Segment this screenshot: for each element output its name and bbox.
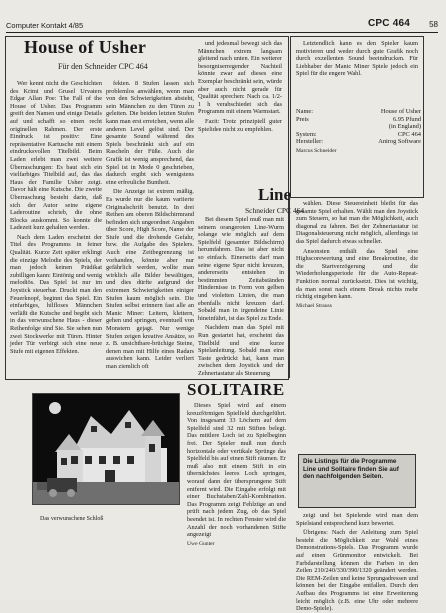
usher-paragraph: Nach dem Laden erscheint der Titel des Programms in feiner Qualität. Kurze Zeit später erklingt die einzige Melodie des Spiels, der man jedoch keinen Prädikat zubilligen kann: Eintönig und wenig melodiös. Das Spiel ist nur im Joystick steuerbar. Druckt man den Feuerknopf, beginnt das Spiel. Ein einfarbiges, hilfloses Männchen verläßt die Kutsche und begibt sich in das verwunschene Haus - dieser Reihenfolge sind Sie. Sie sehen nun zwei Stockwerke mit Türen. Hinter jeder Tür verbirgt sich eine neue Stufe mit eigenen Effekten. [10,233,102,355]
line-paragraph: wählen. Diese Steuereinheit bleibt für das gesamte Spiel erhalten. Wählt man den Joystick zum Steuern, so hat man die Möglichkeit, auch diagonal zu fahren. Bei der Zehnertastatur ist Diagonalsteuerung nicht möglich, allerdings ist das Spiel dadurch etwas schneller. [296,200,418,245]
solitaire-title: SOLITAIRE [187,380,285,399]
running-header [6,18,438,32]
listing-note-box [298,454,416,508]
usher-paragraph: Fazit: Trotz prinzipiell guter Spielidee nicht zu empfehlen. [198,117,282,133]
page-number: 58 [429,20,438,29]
header-rule [6,32,438,33]
usher-title: House of Usher [24,37,147,57]
line-author: Michael Strauss [296,302,332,309]
line-paragraph: Ansonsten enthält das Spiel eine Highscorewertung und eine Breakroutine, die die Startverzögerung und die Wiederholungsperiode für die Auto-Repeat-Funktion normal zurücksetzt. Dies ist wichtig, da man sonst nach einem Break nichts mehr richtig eingeben kann. [296,247,418,301]
spec-row: Hersteller: Anirog Software [296,138,421,146]
line-subtitle: Schneider CPC 464 [245,206,305,215]
screenshot-caption: Das verwunschene Schloß [40,516,104,522]
usher-spec-table [296,108,421,156]
solitaire-paragraph: Dieses Spiel wird auf einem kreuzförmigen Spielfeld durchgeführt. Von insgesamt 33 Löchern auf dem Spielfeld sind 32 mit Stiften belegt. Das mittlere Loch ist zu Spielbeginn frei. Der Spieler muß nun durch horizontale oder vertikale Sprünge das Spielfeld bis auf einen Stift räumen. Er muß also mit einem Stift in ein übernächstes leeres Loch springen, worauf dann der übersprungene Stift entfernt wird. Die Eingabe erfolgt mit einer Buchstaben/Zahl-Kombination. Das Programm zeigt Fehlzüge an und prüft nach jedem Zug, ob das Spiel beendet ist. In rechten Fenster wird die Anzahl der noch vorhandenen Stifte angezeigt [187,402,286,539]
usher-column-3 [198,40,282,175]
spec-row: System: CPC 464 [296,130,421,138]
solitaire-paragraph: zeigt und bei Spielende wird man dem Spielstand entsprechend kurz bewertet. [296,512,418,527]
spec-row: Name: House of Usher [296,108,421,115]
magazine-issue: Computer Kontakt 4/85 [6,21,84,30]
line-column-rule [289,196,290,378]
listing-note: Die Listings für die Programme Line und Solitaire finden Sie auf den nachfolgenden Seiten. [303,458,399,481]
haunted-house-image [33,394,179,504]
usher-paragraph: und jedesmal bewegt sich das Männchen extrem langsam gleitend nach unten. Ein weiterer besorgniserregender Nachteil könnte zwar auf dieses eine Exemplar beschränkt sein, würde aber auch nicht gerade für Qualität sprechen: Nach ca. 1/2-1 h verabschiedet sich das Programm mit einem Warmstart. [198,40,282,116]
usher-paragraph: Letztendlich kann es den Spieler kaum motivieren und weder durch gute Grafik noch durch exzellenten Sound beeindrucken. Für Liebhaber der Manic Miner Spiele jedoch ein Spiel für die engere Wahl. [296,40,418,78]
section-title: CPC 464 [368,18,410,29]
usher-paragraph: Wer kennt nicht die Geschichten des Krimi und Grusel Urvaters Edgar Allan Poe: The Fall of the House of Usher. Das Programm greift den Namen und einige Details auf und schafft so einen recht originellen Rahmen. Der erste Eindruck ist positiv: Eine repräsentative Kartusche mit einem eindrucksvollen Titelbild. Beim Laden erlebt man zwei weitere Überraschungen: Es baut sich ein vielfarbiges Titelbild auf, das das Haus der Familie Usher zeigt. Davor hält eine Kutsche. Die zweite Überraschung besteht darin, daß sich der Autor seine eigene Laderoutine schrieb, die ohne Blocks auskommt. So konnte die Ladezeit kurz gehalten werden. [10,80,102,232]
usher-subtitle: Für den Schneider CPC 464 [58,62,148,71]
spec-row: Preis 6.95 Pfund [296,115,421,123]
usher-screenshot [32,393,180,505]
solitaire-author: Uwe Gunter [187,540,215,547]
line-column-2 [296,200,418,446]
solitaire-column-2 [296,512,418,613]
usher-column-1 [10,80,102,376]
line-column-1 [198,216,284,378]
solitaire-column-1 [187,402,286,592]
spec-row: (in England) [388,123,421,131]
line-paragraph: Bei diesem Spiel muß man mit seinem orangeroten Line-Wurm solange wie möglich auf dem Spielfeld (gesamter Bildschirm) herumfahren. Das ist aber nicht so einfach. Einerseits darf man seine eigene Spur nicht kreuzen, andererseits entstehen in bestimmten Zeitabständen Hindernisse in Form von gelben und violetten Linien, die man ebenfalls nicht kreuzen darf. Sobald man in irgendeine Linie hineinfährt, ist das Spiel zu Ende. [198,216,284,322]
solitaire-paragraph: Übrigens: Nach der Anleitung zum Spiel besteht die Möglichkeit zur Wahl eines Demonstrations-Spiels. Das Programm wurde auf einen Grünmonitor entwickelt. Bei Farbdarstellung können die Farben in den Zeilen 210/240/330/390/1320 geändert werden. Die REM-Zeilen und keine Sprungadressen und können bei der Eingabe entfallen. Durch den Aufbau des Programms ist eine Erweiterung leicht möglich (z.B. eine Uhr oder mehrere Demo-Spiele). [296,529,418,613]
usher-column-2 [106,80,194,376]
line-paragraph: Nachdem man das Spiel mit Run gestartet hat, erscheint das Titelbild und eine kurze Spielanleitung. Sobald man eine Taste gedrückt hat, kann man zwischen dem Joystick und der Zehnertastatur als Steuerung [198,324,284,377]
usher-author: Marcus Schneider [296,147,337,154]
usher-paragraph: fekten. 8 Stufen lassen sich problemlos anwählen, wenn man von den Schwierigkeiten absieht, sein Männchen zu den Türen zu geleiten. Die beiden letzten Stufen kann man erst erreichen, wenn alle anderen Level gelöst sind. Der gesamte Sound während des Spiels beschränkt sich auf ein Rascheln der Füße. Auch die Grafik ist wenig ansprechend, das Spiel ist in Mode 0 geschrieben, dadurch ergibt sich wenigstens eine erfreuliche Buntheit. [106,80,194,186]
usher-column-4 [296,40,418,106]
line-title: Line [258,185,292,204]
usher-paragraph: Die Anzeige ist extrem mäßig. Es wurde nur die kaum variierte Originalschrift benutzt. In drei Reihen am oberen Bildschirmrand befinden sich ungeordnet Angaben über Score, High Score, Name der Stufe und die drohende Gefahr, bzw. die Aufgabe des Spielers. Auch eine Zeitbegrenzung ist vorhanden, könnte aber nur gefährlich werden, wollte man wirklich alle Bilder bewältigen, und dies dürfte aufgrund der extremen Schwierigkeiten einiger Stufen kaum möglich sein. Die Stufen selbst erinnern fast alle an Manic Miner: Leitern, klettern, gehen und springen, eventuell von Monstern gejagt. Nur wenige Stufen zeigen kreative Ansätze, so z. B. unsichtbare-brüchige Steine, denen man mit Hilfe eines Radars auswichen kann. Leider verliert man ziemlich oft [106,188,194,370]
